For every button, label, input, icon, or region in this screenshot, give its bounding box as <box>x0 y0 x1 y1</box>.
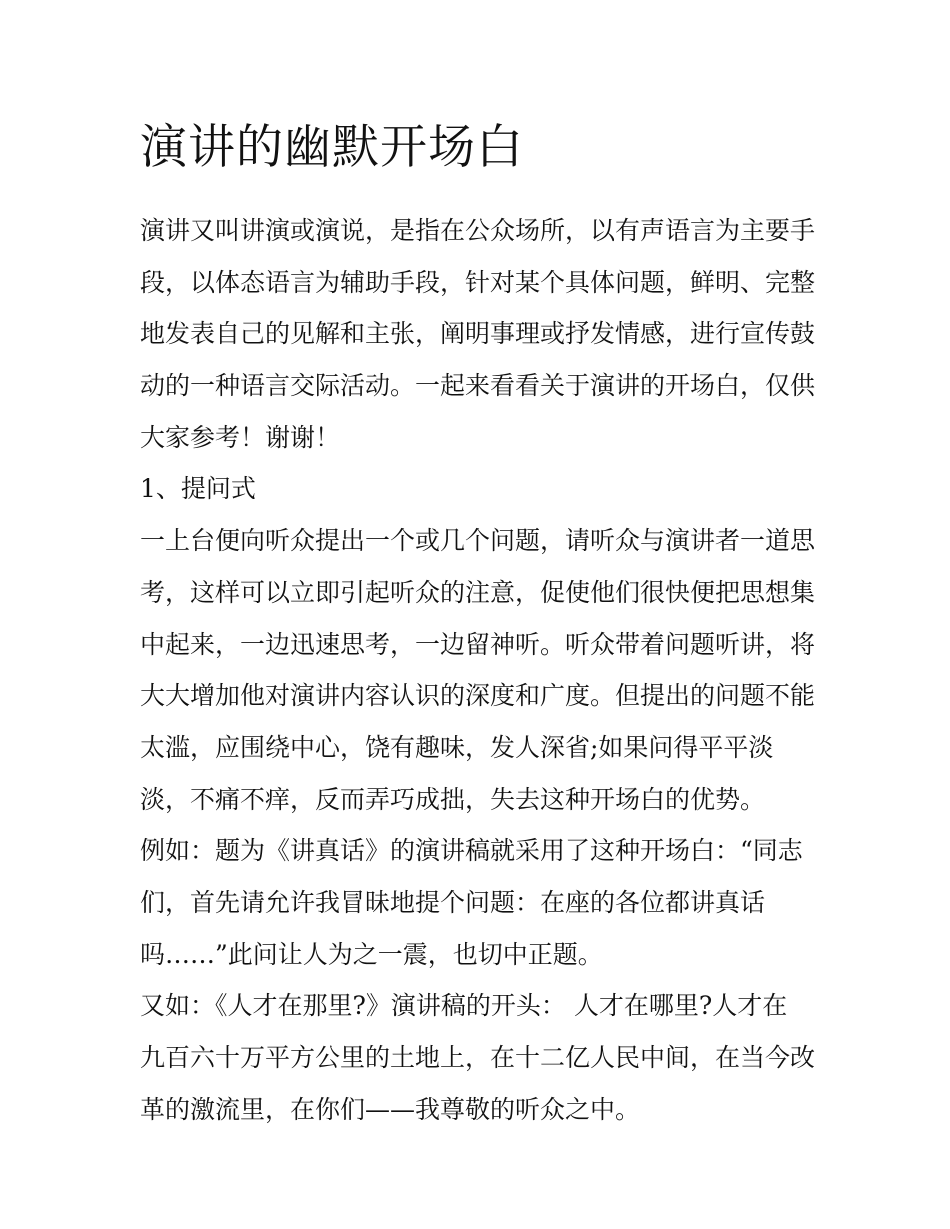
section-heading: 1、提问式 <box>140 474 256 504</box>
text-line: 演讲又叫讲演或演说，是指在公众场所，以有声语言为主要手 <box>140 216 816 245</box>
text-line: 一上台便向听众提出一个或几个问题，请听众与演讲者一道思 <box>140 526 816 556</box>
text-line: 大家参考！谢谢！ <box>140 422 341 452</box>
text-line: 革的激流里，在你们——我尊敬的听众之中。 <box>140 1094 641 1124</box>
text-line: 淡，不痛不痒，反而弄巧成拙，失去这种开场白的优势。 <box>140 784 766 814</box>
document-body <box>140 118 820 1135</box>
document-title: 演讲的幽默开场白 <box>140 120 524 175</box>
text-line: 吗……”此问让人为之一震，也切中正题。 <box>140 939 603 969</box>
text-line: 九百六十万平方公里的土地上，在十二亿人民中间，在当今改 <box>140 1043 816 1072</box>
text-line: 段，以体态语言为辅助手段，针对某个具体问题，鲜明、完整 <box>140 267 816 297</box>
text-line: 又如：《人才在那里?》演讲稿的开头： 人才在哪里?人才在 <box>140 991 788 1021</box>
text-line: 动的一种语言交际活动。一起来看看关于演讲的开场白，仅供 <box>140 371 816 401</box>
text-line: 考，这样可以立即引起听众的注意，促使他们很快便把思想集 <box>140 577 816 607</box>
text-line: 大大增加他对演讲内容认识的深度和广度。但提出的问题不能 <box>140 681 816 711</box>
text-line: 们，首先请允许我冒昧地提个问题：在座的各位都讲真话 <box>140 887 766 917</box>
text-line: 太滥，应围绕中心，饶有趣味，发人深省;如果问得平平淡 <box>140 732 774 762</box>
text-line: 地发表自己的见解和主张，阐明事理或抒发情感，进行宣传鼓 <box>140 319 816 349</box>
text-line: 例如：题为《讲真话》的演讲稿就采用了这种开场白：“同志 <box>140 836 803 866</box>
text-line: 中起来，一边迅速思考，一边留神听。听众带着问题听讲，将 <box>140 629 816 659</box>
